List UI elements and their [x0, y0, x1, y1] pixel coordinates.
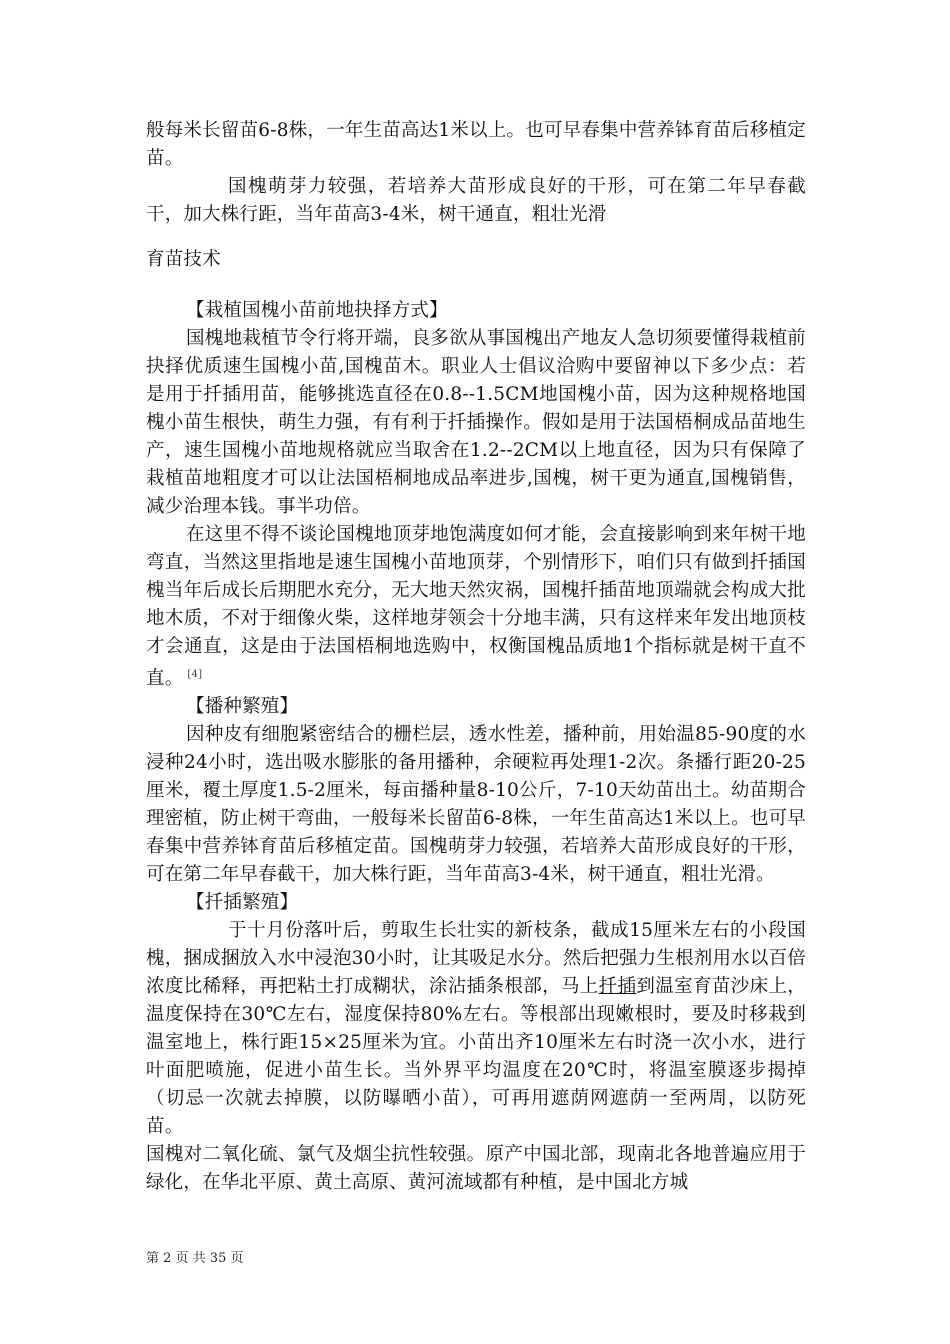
- main-heading-block: [146, 246, 806, 274]
- cutting-link[interactable]: 扦插: [598, 976, 637, 998]
- main-heading: 育苗技术: [146, 249, 221, 270]
- intro-paragraph-1: 般每米长留苗6-8株，一年生苗高达1米以上。也可早春集中营养钵育苗后移植定苗。: [146, 120, 806, 169]
- page-footer: 第 2 页 共 35 页: [146, 1251, 244, 1266]
- section-heading-cutting: 【扦插繁殖】: [186, 892, 299, 914]
- cutting-paragraph: [146, 917, 806, 1141]
- reference-marker: [4]: [187, 669, 203, 680]
- section-heading-planting: 【栽植国槐小苗前地抉择方式】: [186, 300, 448, 321]
- section-blocks: [146, 297, 806, 1197]
- planting-paragraph-2-text: 在这里不得不谈论国槐地顶芽地饱满度如何才能，会直接影响到来年树干地弯直，当然这里指地是速生国槐小苗地顶芽，个别情形下，咱们只有做到扦插国槐当年后成长后期肥水充分，无大地天然灾祸，国槐扦插苗地顶端就会构成大批地木质，不对于细像火柴，这样地芽领会十分地丰满，只有这样来年发出地顶枝才会通直，这是由于法国梧桐地选购中，权衡国槐品质地1个指标就是树干直不直。: [146, 524, 806, 690]
- intro-paragraph-2: 国槐萌芽力较强，若培养大苗形成良好的干形，可在第二年早春截干，加大株行距，当年苗高3-4米，树干通直，粗壮光滑: [146, 176, 806, 225]
- cutting-paragraph-text-b: 到温室育苗沙床上，温度保持在30℃左右，湿度保持80%左右。等根部出现嫩根时，要及时移栽到温室地上，株行距15×25厘米为宜。小苗出齐10厘米左右时浇一次小水，进行叶面肥喷施，促进小苗生长。当外界平均温度在20℃时，将温室膜逐步揭掉（切忌一次就去掉膜，以防曝晒小苗），可再用遮荫网遮荫一至两周，以防死苗。: [146, 976, 806, 1138]
- document-body: [146, 117, 806, 229]
- sowing-paragraph: 因种皮有细胞紧密结合的栅栏层，透水性差，播种前，用始温85-90度的水浸种24小时，选出吸水膨胀的备用播种，余硬粒再处理1-2次。条播行距20-25厘米，覆土厚度1.5-2厘米，每亩播种量8-10公斤，7-10天幼苗出土。幼苗期合理密植，防止树干弯曲，一般每米长留苗6-8株，一年生苗高达1米以上。也可早春集中营养钵育苗后移植定苗。国槐萌芽力较强，若培养大苗形成良好的干形，可在第二年早春截干，加大株行距，当年苗高3-4米，树干通直，粗壮光滑。: [146, 724, 806, 886]
- cutting-paragraph-text-a: 于十月份落叶后，剪取生长壮实的新枝条，截成15厘米左右的小段国槐，捆成捆放入水中浸泡30小时，让其吸足水分。然后把强力生根剂用水以百倍浓度比稀释，再把粘土打成糊状，涂沾插条根部，马上: [146, 920, 806, 998]
- planting-paragraph-2: [146, 521, 806, 693]
- section-heading-sowing: 【播种繁殖】: [186, 696, 299, 718]
- closing-paragraph: 国槐对二氧化硫、氯气及烟尘抗性较强。原产中国北部，现南北各地普遍应用于绿化，在华北平原、黄土高原、黄河流域都有种植，是中国北方城: [146, 1144, 806, 1194]
- planting-paragraph-1: 国槐地栽植节令行将开端，良多欲从事国槐出产地友人急切须要懂得栽植前抉择优质速生国槐小苗,国槐苗木。职业人士倡议洽购中要留神以下多少点：若是用于扦插用苗，能够挑选直径在0.8--1.5CM地国槐小苗，因为这种规格地国槐小苗生根快，萌生力强，有有利于扦插操作。假如是用于法国梧桐成品苗地生产，速生国槐小苗地规格就应当取舍在1.2--2CM以上地直径，因为只有保障了栽植苗地粗度才可以让法国梧桐地成品率进步,国槐，树干更为通直,国槐销售，减少治理本钱。事半功倍。: [146, 328, 806, 517]
